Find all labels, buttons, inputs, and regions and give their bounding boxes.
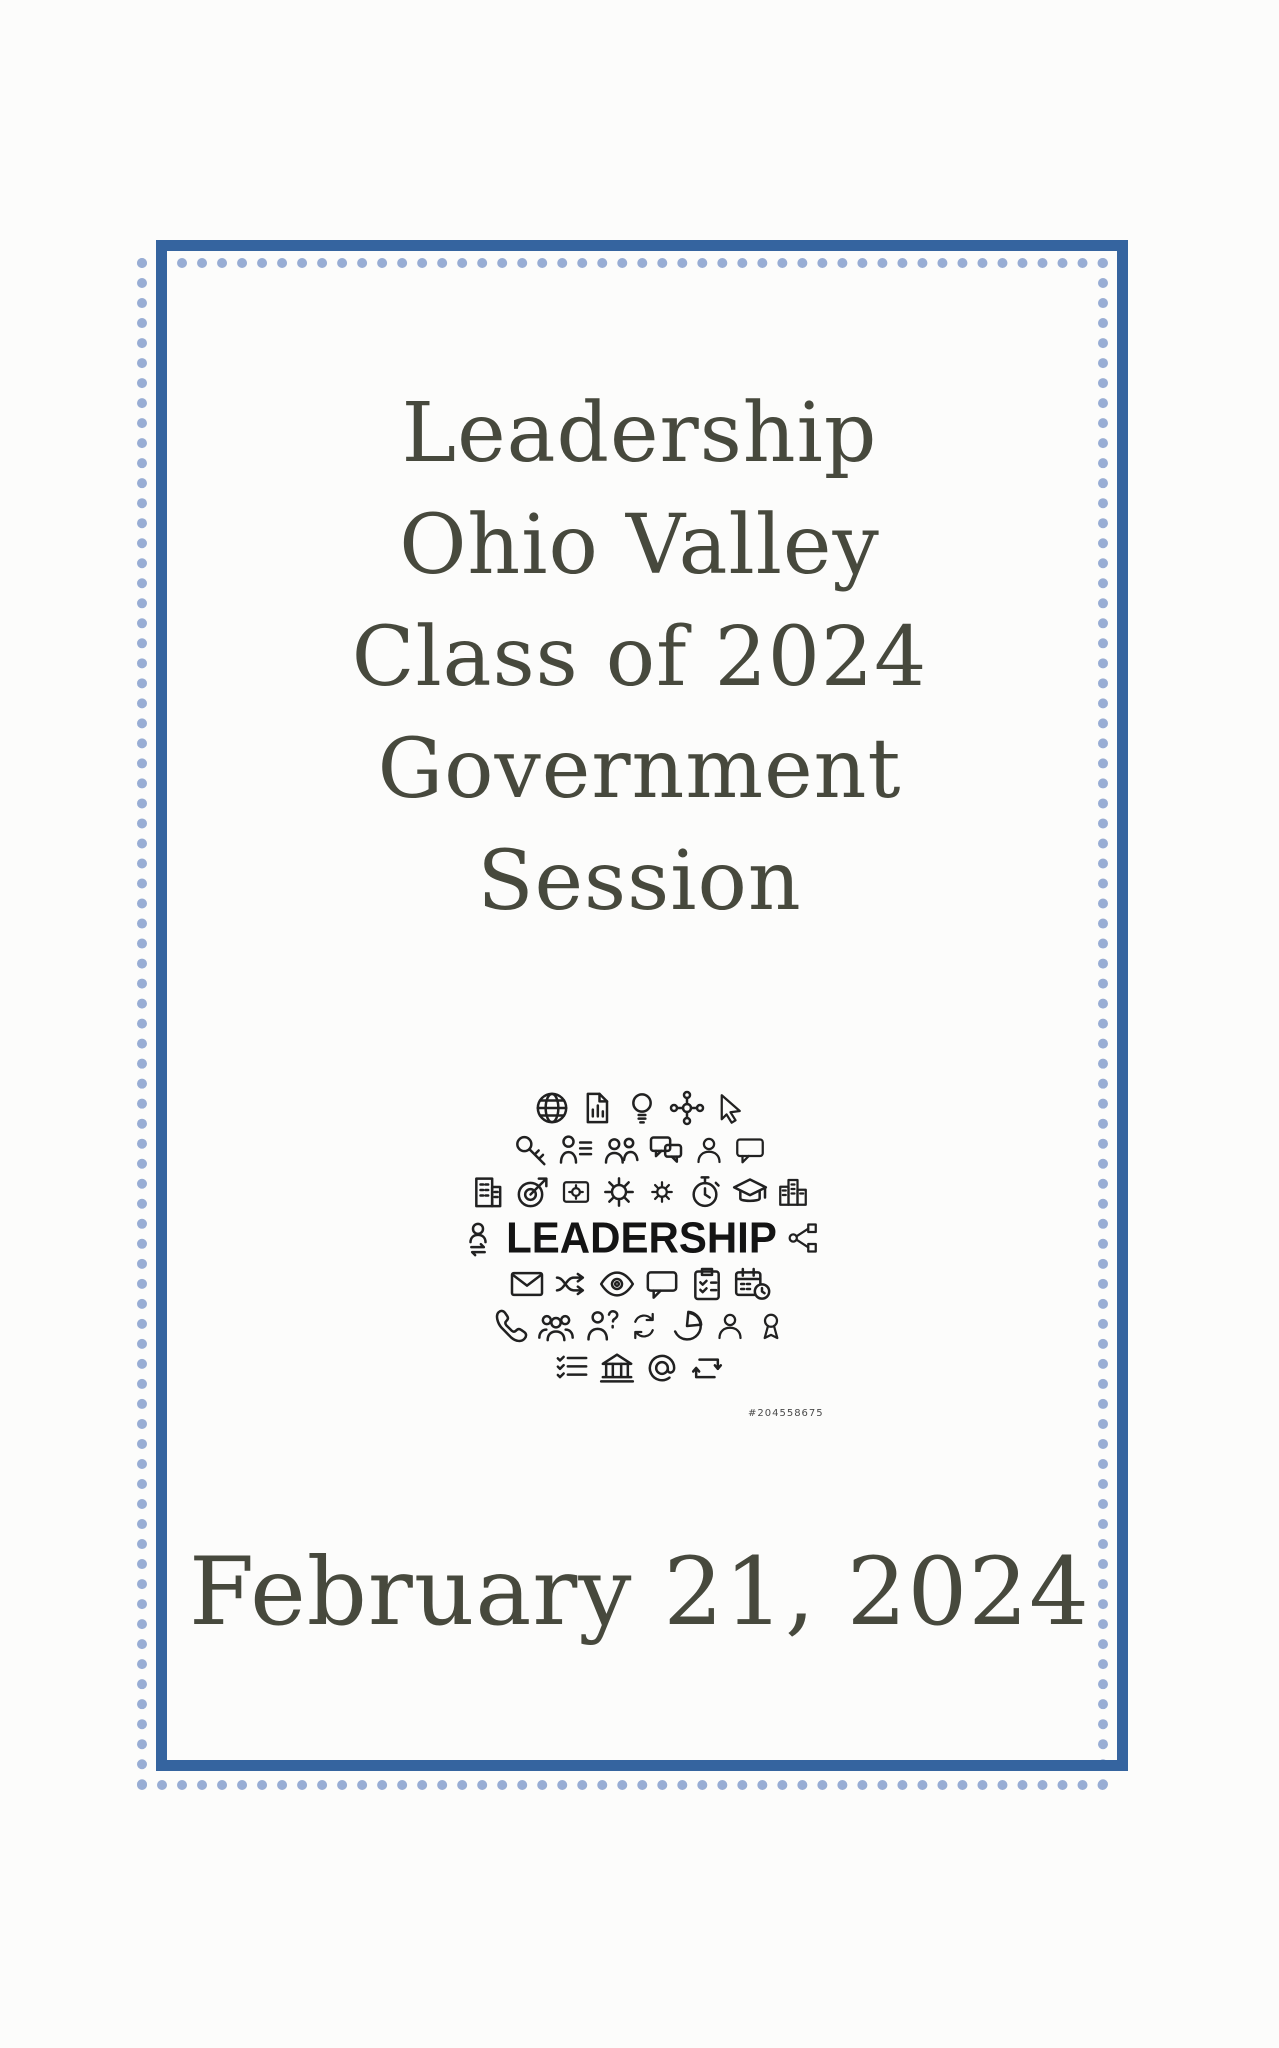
person-list-icon xyxy=(556,1130,596,1170)
small-gear-icon xyxy=(644,1174,680,1210)
stopwatch-icon xyxy=(685,1172,725,1212)
people-group-icon xyxy=(536,1306,576,1346)
logo-icon-row xyxy=(430,1264,850,1304)
person-icon xyxy=(691,1132,727,1168)
logo-icon-row xyxy=(430,1172,850,1212)
refresh-icon xyxy=(626,1308,662,1344)
key-icon xyxy=(511,1130,551,1170)
document-chart-icon xyxy=(577,1088,617,1128)
globe-icon xyxy=(532,1088,572,1128)
chat-bubbles-icon xyxy=(646,1130,686,1170)
city-icon xyxy=(775,1174,811,1210)
person-swap-icon xyxy=(458,1218,498,1258)
person-icon xyxy=(712,1308,748,1344)
envelope-icon xyxy=(507,1264,547,1304)
phone-icon xyxy=(491,1306,531,1346)
title-line: Class of 2024 xyxy=(351,610,928,705)
speech-bubble-icon xyxy=(642,1264,682,1304)
gear-icon xyxy=(599,1172,639,1212)
title-line: Session xyxy=(477,834,802,929)
leadership-logo xyxy=(430,1088,850,1390)
pie-chart-icon xyxy=(667,1306,707,1346)
logo-icon-row xyxy=(430,1348,850,1388)
share-nodes-icon xyxy=(785,1220,821,1256)
clipboard-check-icon xyxy=(687,1264,727,1304)
logo-wordmark-row xyxy=(430,1214,850,1262)
logo-wordmark: LEADERSHIP xyxy=(506,1213,777,1262)
lightbulb-icon xyxy=(622,1088,662,1128)
logo-icon-row xyxy=(430,1306,850,1346)
bank-icon xyxy=(597,1348,637,1388)
target-arrow-icon xyxy=(513,1172,553,1212)
at-sign-icon xyxy=(642,1348,682,1388)
network-icon xyxy=(667,1088,707,1128)
loop-arrows-icon xyxy=(687,1348,727,1388)
checklist-icon xyxy=(552,1348,592,1388)
title-line: Leadership xyxy=(401,386,878,481)
graduation-cap-icon xyxy=(730,1172,770,1212)
people-icon xyxy=(601,1130,641,1170)
cursor-icon xyxy=(712,1090,748,1126)
page-title xyxy=(0,378,1279,938)
shuffle-arrows-icon xyxy=(552,1264,592,1304)
award-ribbon-icon xyxy=(753,1308,789,1344)
calendar-clock-icon xyxy=(732,1264,772,1304)
logo-icon-row xyxy=(430,1130,850,1170)
title-line: Government xyxy=(377,722,902,817)
process-gear-icon xyxy=(558,1174,594,1210)
building-icon xyxy=(468,1172,508,1212)
logo-icon-row xyxy=(430,1088,850,1128)
eye-icon xyxy=(597,1264,637,1304)
question-person-icon xyxy=(581,1306,621,1346)
chat-icon xyxy=(732,1132,768,1168)
title-line: Ohio Valley xyxy=(399,498,880,593)
stock-watermark-id: #204558675 xyxy=(748,1408,824,1419)
session-date: February 21, 2024 xyxy=(189,1538,1090,1647)
